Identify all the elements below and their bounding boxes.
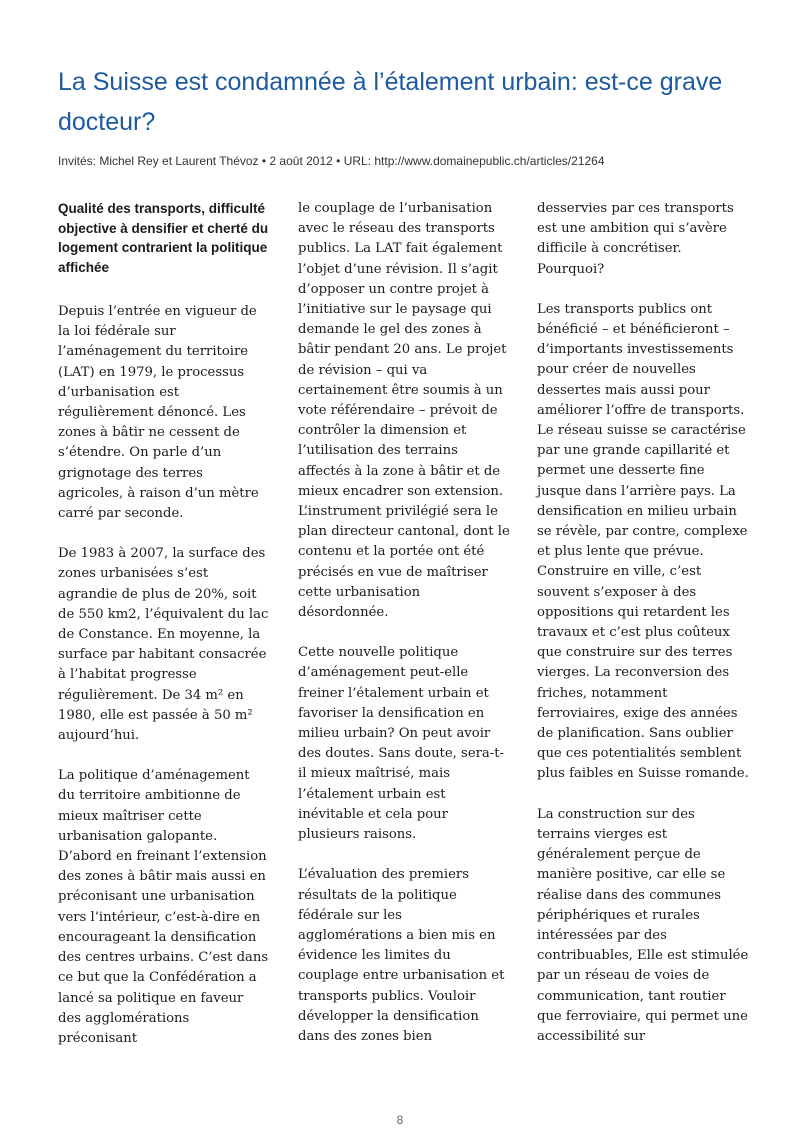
text-column-3 — [537, 199, 749, 1067]
text-column-2 — [298, 199, 510, 1067]
paragraph: De 1983 à 2007, la surface des zones urbanisées s’est agrandie de plus de 20%, soit de 550 km2, l’équivalent du lac de Constance. En moyenne, la surface par habitant consacrée à l’habitat progresse régulièrement. De 34 m² en 1980, elle est passée à 50 m² aujourd’hui. — [58, 546, 269, 744]
paragraph: L’évaluation des premiers résultats de la politique fédérale sur les agglomérations a bien mis en évidence les limites du couplage entre urbanisation et transports publics. Vouloir développer la densification dans des zones bien — [298, 867, 505, 1044]
paragraph: Cette nouvelle politique d’aménagement peut-elle freiner l’étalement urbain et favoriser la densification en milieu urbain? On peut avoir des doutes. Sans doute, sera-t-il mieux maîtrisé, mais l’étalement urbain est inévitable et cela pour plusieurs raisons. — [298, 645, 504, 843]
text-column-1 — [58, 199, 270, 1069]
byline-authors: Invités: Michel Rey et Laurent Thévoz — [58, 154, 259, 168]
paragraph: La politique d’aménagement du territoire ambitionne de mieux maîtriser cette urbanisation galopante. D’abord en freinant l’extension des zones à bâtir mais aussi en préconisant une urbanisation vers l’intérieur, c’est-à-dire en encourageant la densification des centres urbains. C’est dans ce but que la Confédération a lancé sa politique en faveur des agglomérations préconisant — [58, 768, 269, 1046]
byline-url[interactable]: URL: http://www.domainepublic.ch/articles/21264 — [343, 154, 605, 168]
byline-date: 2 août 2012 — [269, 154, 333, 168]
paragraph: le couplage de l’urbanisation avec le réseau des transports publics. La LAT fait également l’objet d’une révision. Il s’agit d’opposer un contre projet à l’initiative sur le paysage qui demande le gel des zones à bâtir pendant 20 ans. Le projet de révision – qui va certainement être soumis à un vote référendaire – prévoit de contrôler la dimension et l’utilisation des terrains affectés à la zone à bâtir et de mieux encadrer son extension. L’instrument privilégié sera le plan directeur cantonal, dont le contenu et la portée ont été précisés en vue de maîtriser cette urbanisation désordonnée. — [298, 201, 510, 621]
paragraph: Depuis l’entrée en vigueur de la loi fédérale sur l’aménagement du territoire (LAT) en 1979, le processus d’urbanisation est régulièrement dénoncé. Les zones à bâtir ne cessent de s’étendre. On parle d’un grignotage des terres agricoles, à raison d’un mètre carré par seconde. — [58, 304, 259, 522]
page-number: 8 — [396, 1113, 404, 1127]
article-subheading: Qualité des transports, difficulté objective à densifier et cherté du logement contrarient la politique affichée — [58, 201, 269, 275]
article-title: La Suisse est condamnée à l’étalement urbain: est-ce grave docteur? — [58, 68, 723, 136]
paragraph: La construction sur des terrains vierges est généralement perçue de manière positive, car elle se réalise dans des communes périphériques et rurales intéressées par des contribuables, Elle est stimulée par un réseau de voies de communication, tant routier que ferroviaire, qui permet une accessibilité sur — [537, 806, 749, 1044]
byline-separator: • — [332, 154, 344, 168]
byline-separator: • — [258, 154, 270, 168]
article-byline — [58, 153, 758, 169]
paragraph: Les transports publics ont bénéficié – et bénéficieront – d’importants investissements pour créer de nouvelles dessertes mais aussi pour améliorer l’offre de transports. Le réseau suisse se caractérise par une grande capillarité et permet une desserte fine jusque dans l’arrière pays. La densification en milieu urbain se révèle, par contre, complexe et plus lente que prévue. Construire en ville, c’est souvent s’exposer à des oppositions qui retardent les travaux et c’est plus coûteux que construire sur des terres vierges. La reconversion des friches, notamment ferroviaires, exige des années de planification. Sans oublier que ces potentialités semblent plus faibles en Suisse romande. — [537, 301, 749, 782]
paragraph: desservies par ces transports est une ambition qui s’avère difficile à concrétiser. Pourquoi? — [537, 201, 734, 277]
